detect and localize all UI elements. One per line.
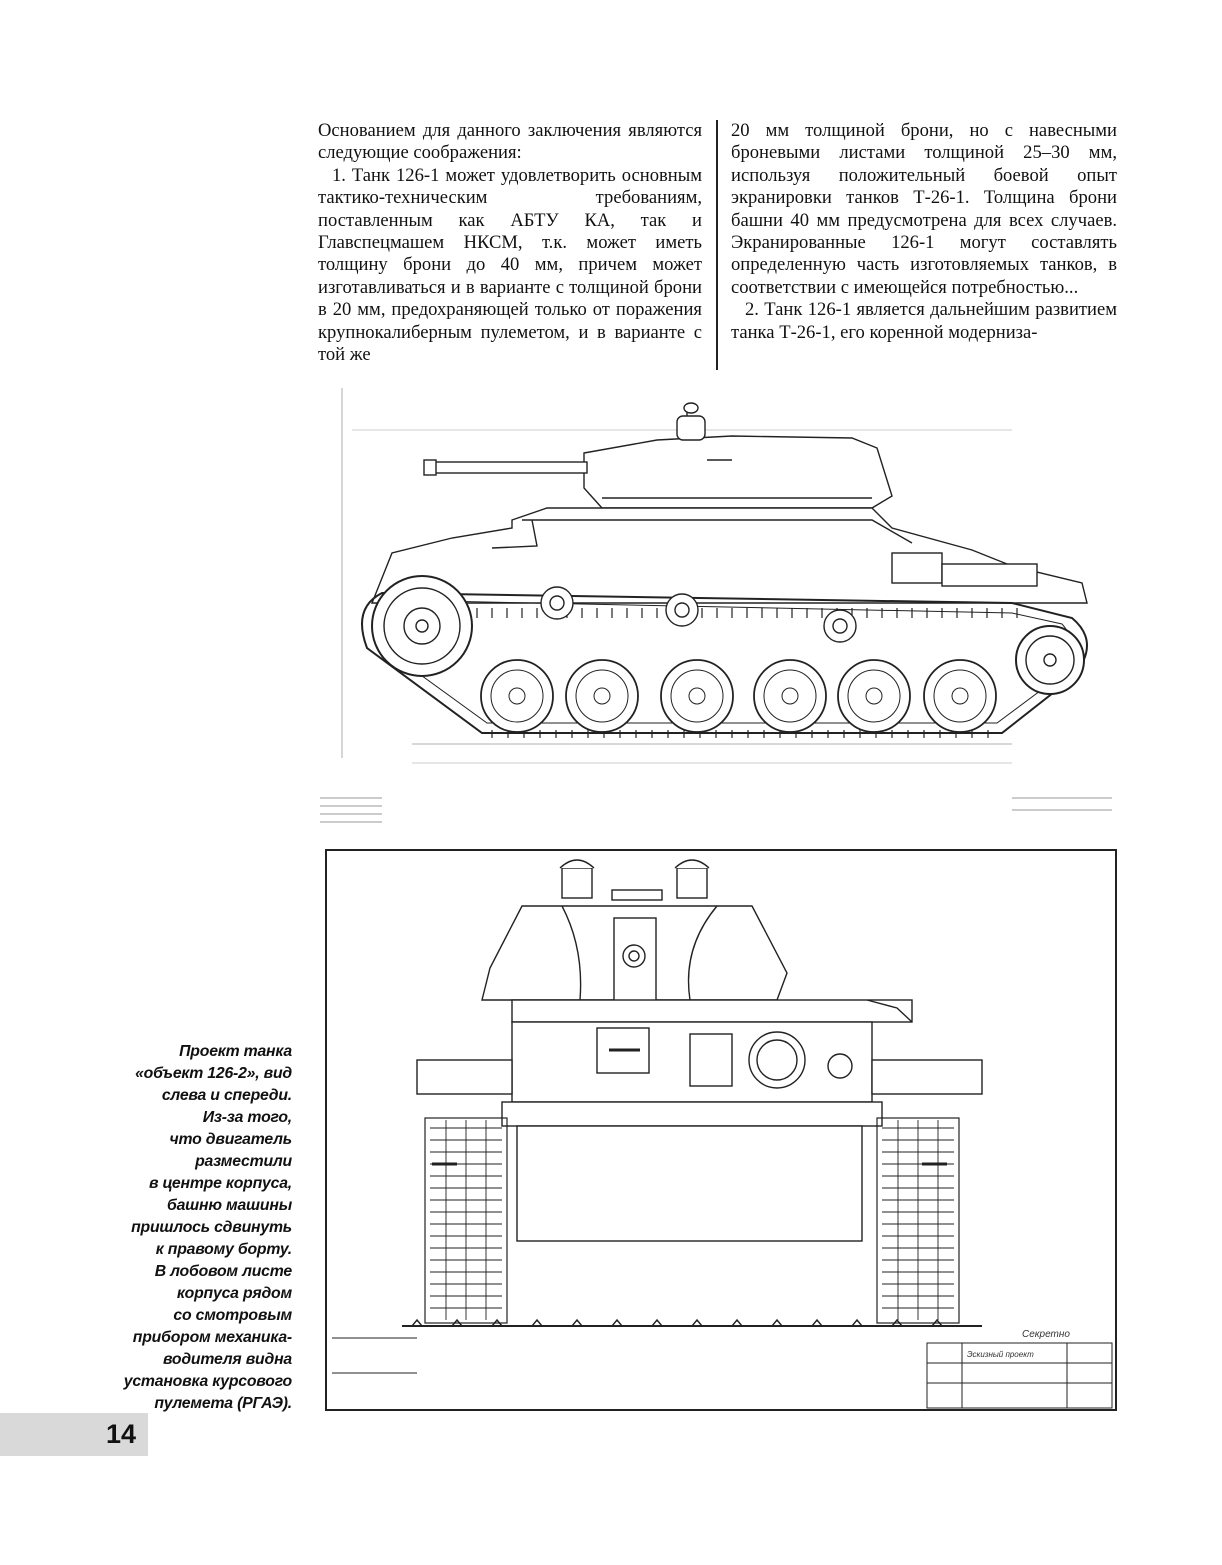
caption-line: слева и спереди.	[161, 1087, 292, 1104]
caption-line: пулемета (РГАЭ).	[154, 1395, 292, 1412]
drawing-stamp-title: Эскизный проект	[967, 1350, 1034, 1359]
article-paragraph: Основанием для данного заключения являются следующие соображения:	[318, 120, 702, 164]
caption-line: пришлось сдвинуть	[131, 1219, 292, 1236]
tank-front-view-svg	[322, 838, 1122, 1416]
caption-line: Из-за того,	[202, 1109, 292, 1126]
article-paragraph: 1. Танк 126-1 может удовлетворить основным тактико-техническим требованиям, поставленным как АБТУ КА, так и Главспецмашем НКСМ, т.к. может иметь толщину брони до 40 мм, причем может изготавливаться и в варианте с толщиной брони в 20 мм, предохраняющей только от поражения крупнокалиберным пулеметом, и в варианте с той же	[318, 164, 702, 366]
page-number	[0, 1413, 148, 1456]
column-divider	[716, 120, 718, 370]
article-column-left	[318, 120, 702, 366]
caption-line: к правому борту.	[155, 1241, 292, 1258]
article-column-right	[731, 120, 1117, 344]
caption-line: «объект 126-2», вид	[135, 1065, 292, 1082]
caption-line: со смотровым	[173, 1307, 292, 1324]
caption-line: Проект танка	[179, 1043, 292, 1060]
caption-line: что двигатель	[169, 1131, 292, 1148]
tank-side-view-drawing	[312, 378, 1132, 830]
caption-line: в центре корпуса,	[148, 1175, 292, 1192]
figure-caption	[96, 1041, 292, 1415]
article-paragraph: 2. Танк 126-1 является дальнейшим развитием танка Т-26-1, его коренной модерниза-	[731, 299, 1117, 343]
tank-side-view-svg	[312, 378, 1132, 830]
caption-line: установка курсового	[123, 1373, 292, 1390]
article-paragraph: 20 мм толщиной брони, но с навесными броневыми листами толщиной 25–30 мм, используя положительный боевой опыт экранировки танков Т-26-1. Толщина брони башни 40 мм предусмотрена для всех случаев. Экранированные 126-1 могут составлять определенную часть изготовляемых танков, в соответствии с имеющейся потребностью...	[731, 120, 1117, 298]
caption-line: водителя видна	[162, 1351, 292, 1368]
caption-line: разместили	[195, 1153, 292, 1170]
drawing-stamp-secret: Секретно	[1022, 1329, 1070, 1340]
caption-line: башню машины	[166, 1197, 292, 1214]
page-number-text: 14	[105, 1419, 136, 1449]
caption-line: В лобовом листе	[154, 1263, 292, 1280]
tank-front-view-drawing	[322, 838, 1122, 1416]
caption-line: корпуса рядом	[176, 1285, 292, 1302]
caption-line: прибором механика-	[132, 1329, 292, 1346]
